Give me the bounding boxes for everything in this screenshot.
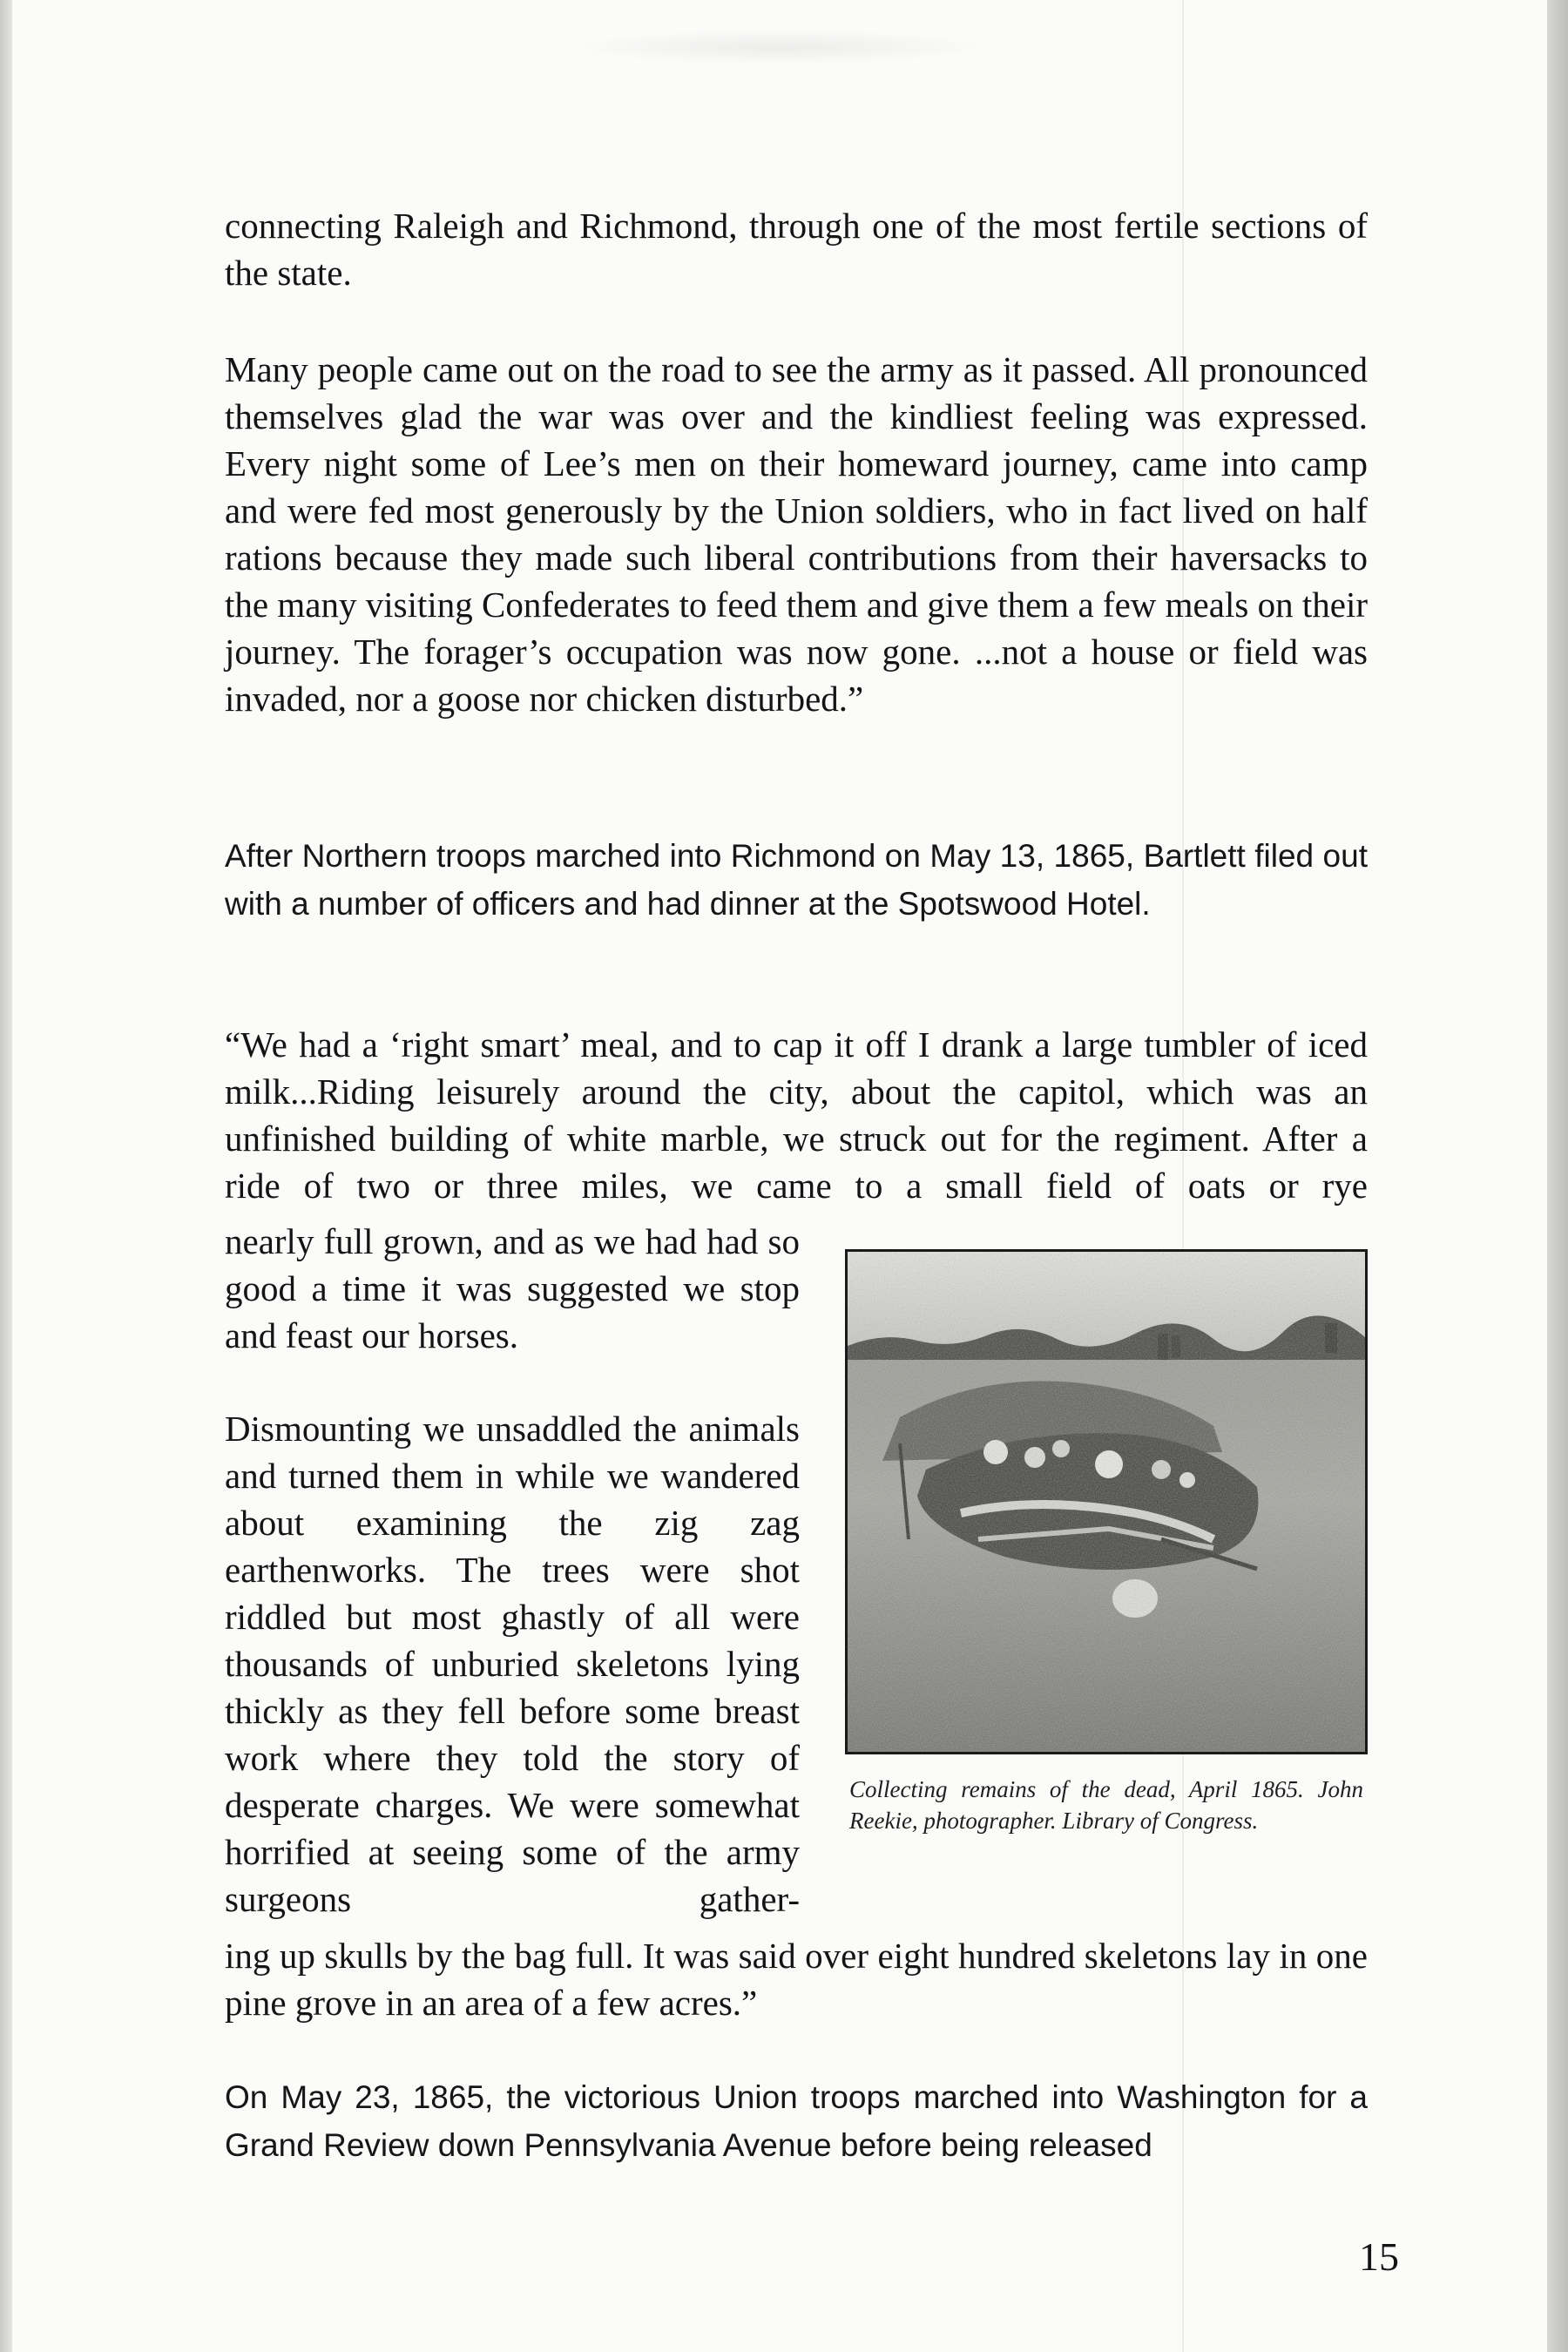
paragraph-meal-quote: “We had a ‘right smart’ meal, and to cap it off I drank a large tumbler of iced milk...Riding leisurely around the city, about the capitol, which was an unfinished building of white marble, we struck out for the regiment. After a ride of two or three miles, we came to a small field of oats or rye xyxy=(225,1024,1368,1206)
page-number: 15 xyxy=(1359,2234,1399,2279)
paragraph-earthworks-continued: ing up skulls by the bag full. It was said over eight hundred skeletons lay in one pine grove in an area of a few acres.” xyxy=(225,1936,1368,2023)
paragraph-grand-review: On May 23, 1865, the victorious Union troops marched into Washington for a Grand Review down Pennsylvania Avenue before being released xyxy=(225,2079,1368,2163)
photograph-image xyxy=(848,1252,1365,1752)
page-edge-left xyxy=(0,0,12,2352)
paragraph-raleigh-richmond: connecting Raleigh and Richmond, through one of the most fertile sections of the state. xyxy=(225,206,1368,293)
scan-smudge xyxy=(570,30,988,64)
paragraph-army-passed: Many people came out on the road to see the army as it passed. All pronounced themselves glad the war was over and the kindliest feeling was expressed. Every night some of Lee’s men on their homeward journey, came into camp and were fed most generously by the Union soldiers, who in fact lived on half rations because they made such liberal contributions from their haversacks to the many visiting Confederates to feed them and give them a few meals on their journey. The forager’s occupation was now gone. ...not a house or field was invaded, nor a goose nor chicken disturbed.” xyxy=(225,349,1368,719)
page-edge-right xyxy=(1547,0,1568,2352)
photo-caption: Collecting remains of the dead, April 1865. John Reekie, photographer. Library of Congress. xyxy=(849,1776,1363,1834)
paragraph-earthworks: Dismounting we unsaddled the animals and turned them in while we wandered about examining the zig zag earthenworks. The trees were shot riddled but most ghastly of all were thousands of unburied skeletons lying thickly as they fell before some breast work where they told the story of desperate charges. We were somewhat horrified at seeing some of the army surgeons gather- xyxy=(225,1409,800,1919)
historical-photograph xyxy=(845,1249,1368,1754)
paragraph-richmond-dinner: After Northern troops marched into Richmond on May 13, 1865, Bartlett filed out with a number of officers and had dinner at the Spotswood Hotel. xyxy=(225,838,1368,922)
paragraph-meal-quote-continued: nearly full grown, and as we had had so good a time it was suggested we stop and feast our horses. xyxy=(225,1221,800,1355)
